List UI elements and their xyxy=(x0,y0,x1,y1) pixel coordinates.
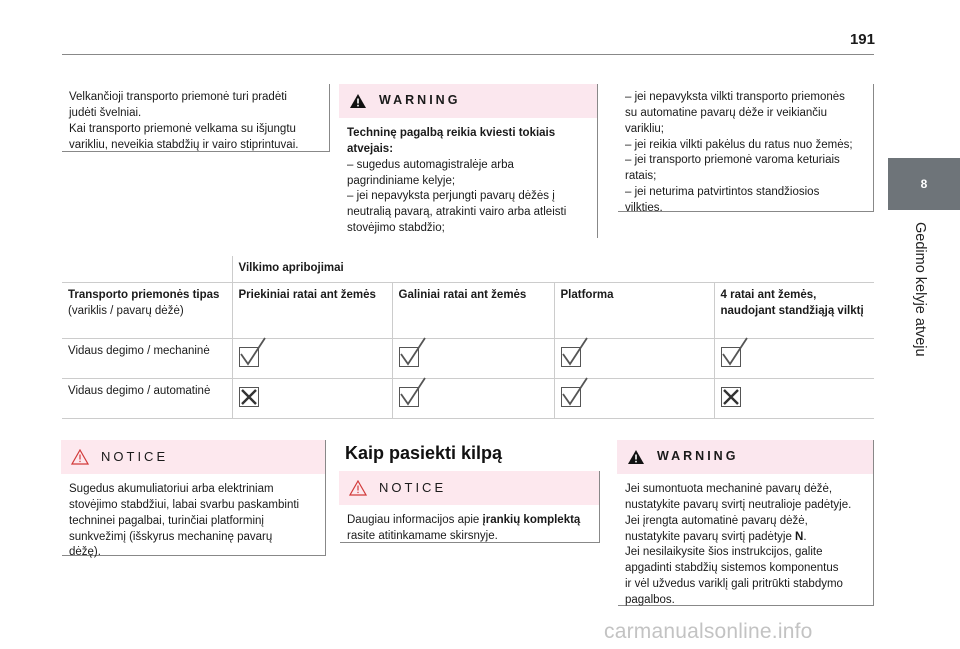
notice-line: dėžę). xyxy=(69,546,101,559)
list-line: ratais; xyxy=(625,170,657,183)
cross-icon xyxy=(239,387,259,407)
notice-icon xyxy=(71,449,89,465)
row-header-title: Transporto priemonės tipas xyxy=(68,288,220,301)
warning-icon xyxy=(349,93,367,109)
table-header-row xyxy=(62,282,874,338)
warning-line xyxy=(625,530,865,546)
notice-box-2 xyxy=(340,471,600,543)
row-header-sub: (variklis / pavarų dėžė) xyxy=(68,304,184,317)
notice-line: rasite atitinkamame skirsnyje. xyxy=(347,529,498,542)
warning-line: pagrindiniame kelyje; xyxy=(347,174,456,187)
warning-title: WARNING xyxy=(657,449,739,464)
check-icon xyxy=(561,387,581,407)
warning-header xyxy=(339,84,597,118)
warning-line: Jei įrengta automatinė pavarų dėžė, xyxy=(625,514,808,527)
notice-box-1 xyxy=(62,440,326,559)
notice-line: techninei pagalbai, turinčiai platforminį xyxy=(69,514,264,527)
chapter-label-text: Gedimo kelyje atveju xyxy=(912,222,928,357)
notice-header xyxy=(339,471,599,505)
cross-icon xyxy=(721,387,741,407)
mark-cell xyxy=(554,378,714,418)
notice-icon xyxy=(349,480,367,496)
warning-line: Jei nesilaikysite šios instrukcijos, galite xyxy=(625,546,823,559)
gear-n-label: N xyxy=(795,530,804,543)
warning-line: ir vėl užvedus variklį gali pritrūkti stabdymo xyxy=(625,578,843,591)
mark-cell xyxy=(714,338,874,378)
page-number: 191 xyxy=(849,31,875,48)
warning-line: pagalbos. xyxy=(625,594,675,607)
intro-line: Kai transporto priemonė velkama su išjungtu xyxy=(69,122,296,135)
warning-line: – jei nepavyksta perjungti pavarų dėžės į xyxy=(347,190,555,203)
mark-cell xyxy=(392,378,554,418)
mark-cell xyxy=(714,378,874,418)
notice-line: sunkvežimį (išskyrus mechaninę pavarų xyxy=(69,530,273,543)
mark-cell xyxy=(232,338,392,378)
watermark: carmanualsonline.info xyxy=(604,620,813,643)
check-icon xyxy=(399,347,419,367)
chapter-label xyxy=(886,222,958,402)
table-title-row xyxy=(62,256,874,282)
column-header: Galiniai ratai ant žemės xyxy=(392,282,554,338)
list-line: – jei reikia vilkti pakėlus du ratus nuo žemės; xyxy=(625,138,853,151)
check-icon xyxy=(239,347,259,367)
column-header: Platforma xyxy=(554,282,714,338)
mark-cell xyxy=(392,338,554,378)
warning-line: apgadinti stabdžių sistemos komponentus xyxy=(625,562,839,575)
list-line: – jei nepavyksta vilkti transporto priemonės xyxy=(625,91,845,103)
check-icon xyxy=(561,347,581,367)
notice-line: Sugedus akumuliatoriui arba elektriniam xyxy=(69,483,274,495)
section-heading: Kaip pasiekti kilpą xyxy=(345,443,503,463)
table-corner xyxy=(62,256,232,282)
mark-cell xyxy=(554,338,714,378)
warning-line: nustatykite pavarų svirtį neutralioje padėtyje. xyxy=(625,498,852,511)
list-line: vilkties. xyxy=(625,202,663,215)
notice-bold-text: įrankių komplektą xyxy=(482,514,581,526)
intro-box xyxy=(62,84,330,152)
intro-line: Velkančioji transporto priemonė turi pradėti xyxy=(69,91,287,103)
warning-text: . xyxy=(803,530,807,543)
list-line: varikliu; xyxy=(625,122,664,135)
table-row xyxy=(62,338,874,378)
warning-line: – sugedus automagistralėje arba xyxy=(347,158,514,171)
check-icon xyxy=(721,347,741,367)
notice-title: NOTICE xyxy=(379,480,447,496)
table-title: Vilkimo apribojimai xyxy=(232,256,874,282)
notice-text: Daugiau informacijos apie xyxy=(347,514,483,526)
row-label: Vidaus degimo / mechaninė xyxy=(62,338,232,378)
mark-cell xyxy=(232,378,392,418)
column-header: 4 ratai ant žemės, naudojant standžiąją vilktį xyxy=(714,282,874,338)
warning-box-1 xyxy=(340,84,598,238)
notice-line: stovėjimo stabdžiui, labai svarbu paskambinti xyxy=(69,498,300,511)
notice-line xyxy=(347,513,591,529)
warning-box-2 xyxy=(618,440,874,606)
list-line: – jei transporto priemonė varoma keturiais xyxy=(625,154,840,167)
row-label: Vidaus degimo / automatinė xyxy=(62,378,232,418)
notice-header xyxy=(61,440,325,474)
towing-restrictions-table xyxy=(62,256,874,419)
table-row xyxy=(62,378,874,418)
warning-text: nustatykite pavarų svirtį padėtyje xyxy=(625,530,796,543)
warning-lead: Techninę pagalbą reikia kviesti tokiais atvejais: xyxy=(347,127,556,155)
notice-title: NOTICE xyxy=(101,449,169,465)
list-line: – jei neturima patvirtintos standžiosios xyxy=(625,186,820,199)
warning-line: neutralią pavarą, atrakinti vairo arba atleisti xyxy=(347,206,567,219)
chapter-tab[interactable]: 8 xyxy=(888,158,960,210)
conditions-list-box xyxy=(618,84,874,215)
check-icon xyxy=(399,387,419,407)
warning-icon xyxy=(627,449,645,465)
row-header-cell xyxy=(62,282,232,338)
intro-line: varikliu, neveikia stabdžių ir vairo stiprintuvai. xyxy=(69,138,299,151)
warning-title: WARNING xyxy=(379,93,461,108)
warning-header xyxy=(617,440,873,474)
header-rule xyxy=(62,54,874,55)
intro-line: judėti švelniai. xyxy=(69,106,142,119)
column-header: Priekiniai ratai ant žemės xyxy=(232,282,392,338)
list-line: su automatine pavarų dėže ir veikiančiu xyxy=(625,106,828,119)
warning-line: stovėjimo stabdžio; xyxy=(347,222,445,235)
warning-line: Jei sumontuota mechaninė pavarų dėžė, xyxy=(625,483,833,495)
